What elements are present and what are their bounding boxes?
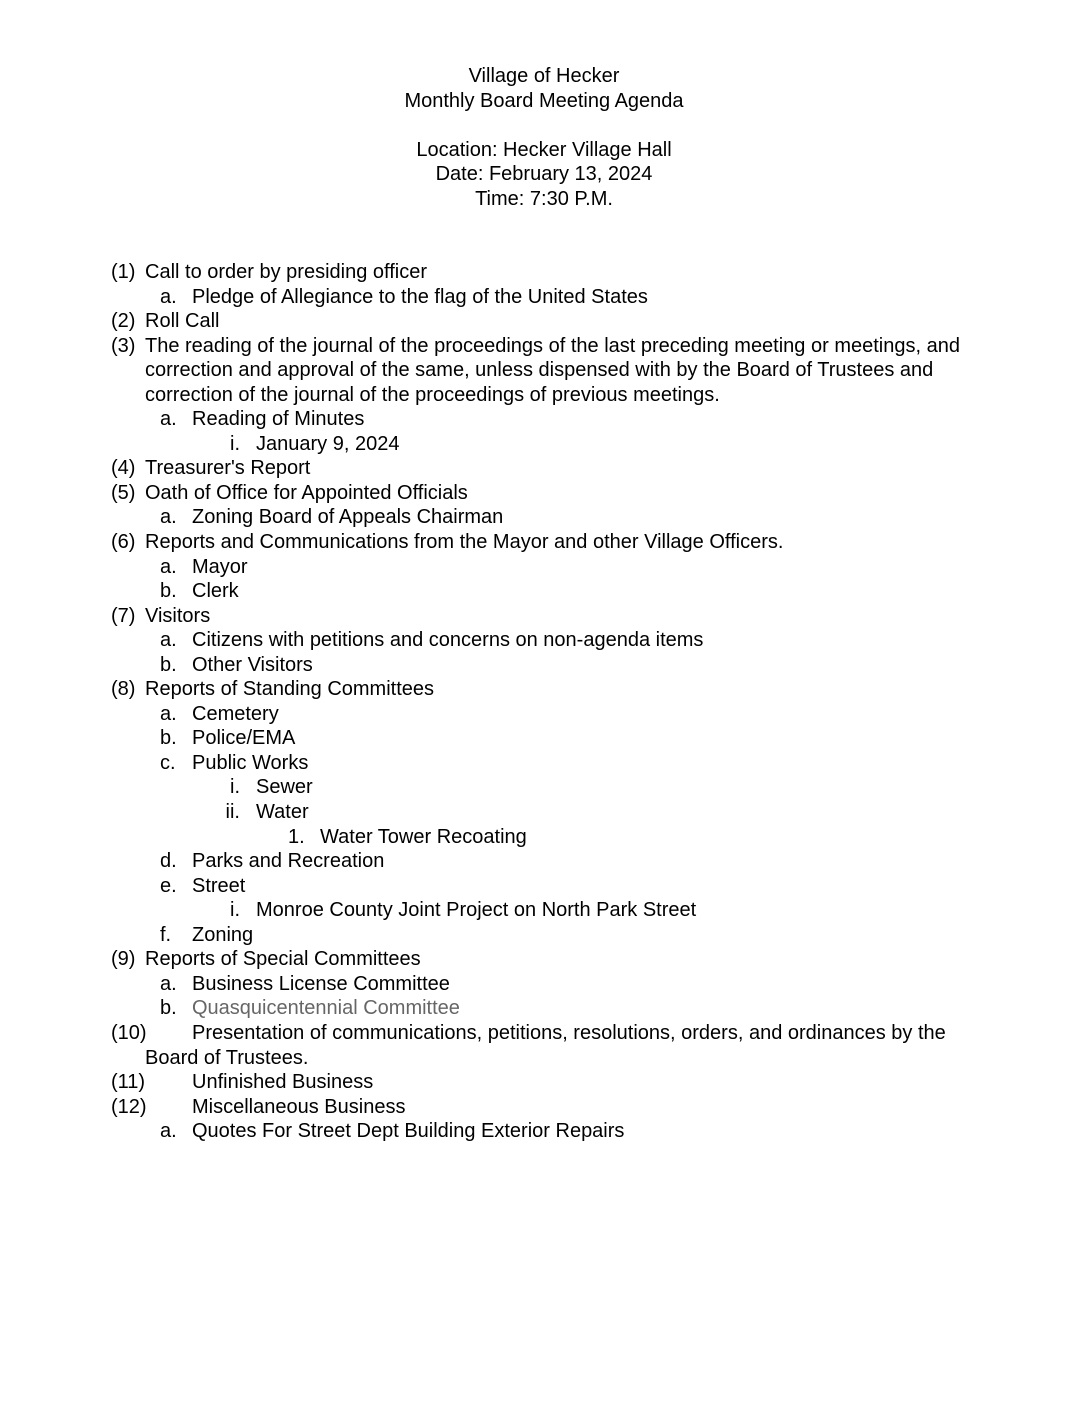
agenda-item: [0, 677, 1088, 702]
item-marker: a.: [160, 629, 177, 652]
item-marker: 1.: [288, 825, 305, 848]
item-text: January 9, 2024: [256, 432, 400, 455]
agenda-subitem: [0, 579, 1088, 604]
item-text: Clerk: [192, 580, 239, 603]
agenda-subitem: [0, 555, 1088, 580]
agenda-item-continuation: [0, 1046, 1088, 1071]
item-text: Oath of Office for Appointed Officials: [145, 481, 468, 504]
item-text: Citizens with petitions and concerns on non-agenda items: [192, 629, 704, 652]
agenda-subitem: [0, 874, 1088, 899]
item-text: Reading of Minutes: [192, 408, 365, 431]
agenda-item: [0, 947, 1088, 972]
item-marker: ii.: [225, 801, 240, 824]
agenda-item: [0, 260, 1088, 285]
agenda-subitem: [0, 628, 1088, 653]
header-spacer: [0, 113, 1088, 138]
item-marker: (1): [111, 261, 136, 283]
item-marker: (9): [111, 948, 136, 971]
item-marker: b.: [160, 997, 177, 1020]
item-text: Police/EMA: [192, 727, 296, 750]
agenda-item: [0, 604, 1088, 629]
agenda-subitem: [0, 849, 1088, 874]
agenda-item: [0, 530, 1088, 555]
item-text: Zoning: [192, 923, 254, 946]
item-text: Quasquicentennial Committee: [192, 997, 460, 1020]
item-text: Pledge of Allegiance to the flag of the United States: [192, 285, 648, 308]
meeting-location: Location: Hecker Village Hall: [416, 138, 672, 161]
item-marker: i.: [230, 899, 240, 922]
agenda-item-continuation: [0, 383, 1088, 408]
agenda-subitem: [0, 653, 1088, 678]
item-marker: (5): [111, 481, 136, 504]
item-marker: (4): [111, 457, 136, 480]
item-marker: a.: [160, 408, 177, 431]
item-marker: a.: [160, 1120, 177, 1143]
agenda-subitem: [0, 702, 1088, 727]
item-marker: a.: [160, 555, 177, 578]
item-marker: d.: [160, 850, 177, 873]
item-marker: (6): [111, 531, 136, 554]
meeting-time: Time: 7:30 P.M.: [475, 187, 613, 210]
agenda-item: [0, 456, 1088, 481]
agenda-item: [0, 481, 1088, 506]
item-text: Visitors: [145, 604, 211, 627]
item-text: correction of the journal of the proceedings of previous meetings.: [145, 383, 720, 406]
item-text: Parks and Recreation: [192, 850, 385, 873]
item-marker: (12): [111, 1095, 147, 1118]
agenda-subitem: [0, 726, 1088, 751]
item-text: Reports of Standing Committees: [145, 678, 435, 701]
item-text: Miscellaneous Business: [192, 1095, 406, 1118]
agenda-subitem: [0, 505, 1088, 530]
item-text: Business License Committee: [192, 972, 450, 995]
item-text: Mayor: [192, 555, 248, 578]
item-text: Roll Call: [145, 310, 220, 333]
item-marker: (11): [111, 1071, 146, 1094]
item-marker: (3): [111, 334, 136, 357]
item-marker: a.: [160, 972, 177, 995]
agenda-list: [0, 260, 1088, 1144]
item-text: Quotes For Street Dept Building Exterior Repairs: [192, 1120, 625, 1143]
agenda-item: [0, 1070, 1088, 1095]
page-title: Monthly Board Meeting Agenda: [404, 89, 684, 112]
agenda-subsubitem: [0, 898, 1088, 923]
item-marker: a.: [160, 702, 177, 725]
agenda-subsubitem: [0, 432, 1088, 457]
item-marker: b.: [160, 653, 177, 676]
item-marker: (2): [111, 310, 136, 333]
meeting-date: Date: February 13, 2024: [435, 163, 653, 185]
agenda-subitem: [0, 751, 1088, 776]
agenda-subsubitem: [0, 800, 1088, 825]
agenda-item-continuation: [0, 358, 1088, 383]
agenda-header: [0, 64, 1088, 211]
item-marker: f.: [160, 923, 172, 946]
item-text: Unfinished Business: [192, 1071, 374, 1094]
agenda-subsubitem: [0, 775, 1088, 800]
agenda-item: [0, 334, 1088, 359]
item-text: Treasurer's Report: [145, 457, 311, 480]
item-marker: b.: [160, 727, 177, 750]
item-text: Presentation of communications, petitions, resolutions, orders, and ordinances by the: [192, 1021, 946, 1044]
agenda-subitem: [0, 996, 1088, 1021]
item-text: Other Visitors: [192, 653, 313, 676]
item-text: Call to order by presiding officer: [145, 261, 427, 283]
item-marker: a.: [160, 506, 177, 529]
agenda-item: [0, 1021, 1088, 1046]
item-text: Reports of Special Committees: [145, 948, 421, 971]
item-marker: a.: [160, 285, 177, 308]
item-text: Zoning Board of Appeals Chairman: [192, 506, 504, 529]
item-text: Street: [192, 874, 246, 897]
item-text: Cemetery: [192, 702, 279, 725]
agenda-subitem: [0, 285, 1088, 310]
item-marker: b.: [160, 580, 177, 603]
item-text: Board of Trustees.: [145, 1046, 309, 1069]
item-text: Monroe County Joint Project on North Park Street: [256, 899, 697, 922]
item-text: Water Tower Recoating: [320, 825, 527, 848]
item-text: The reading of the journal of the proceedings of the last preceding meeting or meetings, and: [145, 334, 960, 357]
agenda-subitem: [0, 923, 1088, 948]
agenda-item: [0, 1095, 1088, 1120]
item-marker: (8): [111, 678, 136, 701]
item-text: Water: [256, 801, 309, 824]
item-text: correction and approval of the same, unless dispensed with by the Board of Trustees and: [145, 359, 934, 382]
agenda-level4-item: [0, 825, 1088, 850]
item-text: Sewer: [256, 776, 313, 799]
item-marker: (7): [111, 604, 136, 627]
agenda-item: [0, 309, 1088, 334]
item-marker: i.: [230, 432, 240, 455]
item-text: Public Works: [192, 751, 309, 774]
agenda-subitem: [0, 1119, 1088, 1144]
agenda-subitem: [0, 407, 1088, 432]
item-marker: c.: [160, 751, 176, 774]
item-marker: i.: [230, 776, 240, 799]
item-marker: (10): [111, 1021, 147, 1044]
item-marker: e.: [160, 874, 177, 897]
org-name: Village of Hecker: [468, 65, 620, 87]
item-text: Reports and Communications from the Mayor and other Village Officers.: [145, 531, 784, 554]
agenda-subitem: [0, 972, 1088, 997]
